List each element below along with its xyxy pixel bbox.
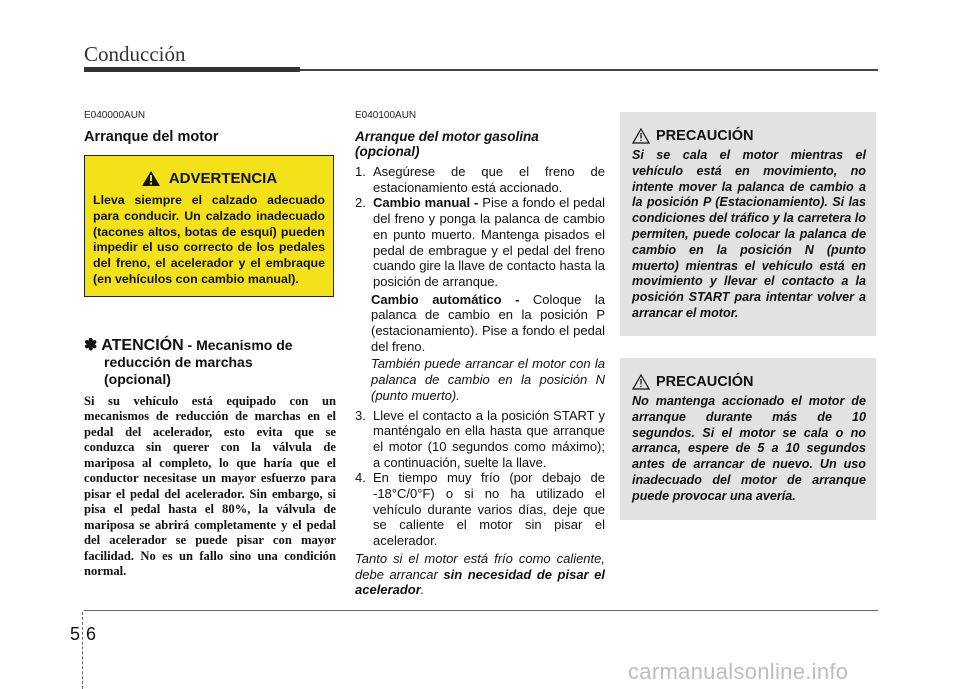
watermark: carmanualsonline.info <box>628 659 849 684</box>
subsection-title-line2: (opcional) <box>355 144 420 159</box>
step-bold-label: Cambio manual - <box>373 195 483 211</box>
step-item <box>355 164 605 195</box>
footer-rule <box>84 610 878 611</box>
final-note <box>355 551 605 598</box>
caution-box-2 <box>620 358 876 520</box>
section-title: Arranque del motor <box>84 129 219 145</box>
final-note-text: Tanto si el motor está frío como caliente, debe arrancar <box>355 550 605 582</box>
step-item <box>355 195 605 289</box>
step-text: Asegúrese de que el freno de estacionamiento está accionado. <box>373 164 605 195</box>
auto-bold-label: Cambio automático - <box>371 291 533 307</box>
final-note-bold: sin necesidad de pisar el acelerador <box>355 566 605 598</box>
steps-list <box>355 164 605 598</box>
step-number: 1. <box>355 164 366 179</box>
header-title: Conducción <box>84 42 186 66</box>
attention-symbol: ✽ <box>84 336 98 354</box>
final-note-end: . <box>420 582 425 598</box>
caution-triangle-icon <box>632 374 650 390</box>
warning-body: Lleva siempre el calzado adecuado para conducir. Un calzado inadecuado (tacones altos, botas de esquí) pueden impedir el uso correcto de los pedales del freno, el acelerador y el embraque (en vehículos con cambio manual). <box>93 193 325 286</box>
caution-body: No mantenga accionado el motor de arranque durante más de 10 segundos. Si el motor se cala o no arranca, espere de 5 a 10 segundos antes de arrancar de nuevo. Un uso inadecuado del motor de arranque puede provocar una avería. <box>632 394 866 503</box>
caution-triangle-icon <box>632 128 650 144</box>
caution-body: Si se cala el motor mientras el vehículo está en movimiento, no intente mover la palanca de cambio a la posición P (Estacionamiento). Si las condiciones del tráfico y la carretera lo permiten, puede colocar la palanca de cambio en la posición N (punto muerto) mientras el vehículo está en movimiento y llevar el contacto a la posición START para intentar volver a arrancar el motor. <box>632 148 866 320</box>
step-number: 4. <box>355 470 366 486</box>
step-number: 2. <box>355 195 366 211</box>
page-number: 6 <box>86 624 97 644</box>
caution-box-1 <box>620 112 876 336</box>
step-number: 3. <box>355 407 366 423</box>
attention-heading <box>84 337 336 388</box>
step-text-body: Pise a fondo el pedal del freno y ponga la palanca de cambio en punto muerto. Mantenga pisados el pedal de embrague y el pedal del freno cuando gire la llave de contacto hasta la posición de arranque. <box>373 195 605 289</box>
step-text: Lleve el contacto a la posición START y manténgalo en ella hasta que arranque el motor (10 segundos como máximo); a continuación, suelte la llave. <box>373 407 605 470</box>
attention-body: Si su vehículo está equipado con un mecanismos de reducción de marchas en el pedal del acelerador, esto evita que se conduzca sin querer con la válvula de mariposa al completo, lo que haría que el conductor necesitase un mayor esfuerzo para pisar el pedal del acelerador. Sin embargo, si pisa el pedal hasta el 80%, la válvula de mariposa se abrirá completamente y el pedal del acelerador se puede pisar con mayor facilidad. No es un fallo sino una condición normal. <box>84 393 336 579</box>
attention-line1: - Mecanismo de <box>183 336 293 353</box>
section-code: E040000AUN <box>84 110 146 121</box>
section-number: 5 <box>70 624 81 644</box>
auto-text: Coloque la palanca de cambio en la posición P (estacionamiento). Pise a fondo el pedal del freno. <box>371 291 605 354</box>
left-column <box>84 110 336 580</box>
step-text <box>373 195 605 289</box>
header-rule <box>300 69 878 71</box>
footer-divider <box>82 612 84 689</box>
auto-paragraph <box>355 292 605 355</box>
attention-line3: (opcional) <box>104 370 171 387</box>
warning-title: ADVERTENCIA <box>168 170 278 187</box>
middle-column <box>355 110 605 598</box>
auto-italic-note: También puede arrancar el motor con la palanca de cambio en la posición N (punto muerto). <box>371 356 605 403</box>
step-text: En tiempo muy frío (por debajo de -18°C/0°F) o si no ha utilizado el vehículo durante varios días, deje que se caliente el motor sin pisar el acelerador. <box>373 470 605 549</box>
header-bar <box>84 67 300 72</box>
step-item <box>355 470 605 549</box>
warning-header <box>93 170 325 187</box>
caution-title: PRECAUCIÓN <box>656 374 754 390</box>
warning-box <box>84 155 334 297</box>
attention-line2: reducción de marchas <box>104 353 253 370</box>
warning-triangle-icon <box>141 170 161 187</box>
caution-title: PRECAUCIÓN <box>656 128 754 144</box>
subsection-code: E040100AUN <box>355 110 417 121</box>
subsection-title-line1: Arranque del motor gasolina <box>355 129 539 144</box>
caution-header <box>632 374 866 390</box>
step-item <box>355 408 605 471</box>
attention-label: ATENCIÓN <box>101 336 184 354</box>
caution-header <box>632 128 866 144</box>
subsection-title <box>355 129 605 159</box>
